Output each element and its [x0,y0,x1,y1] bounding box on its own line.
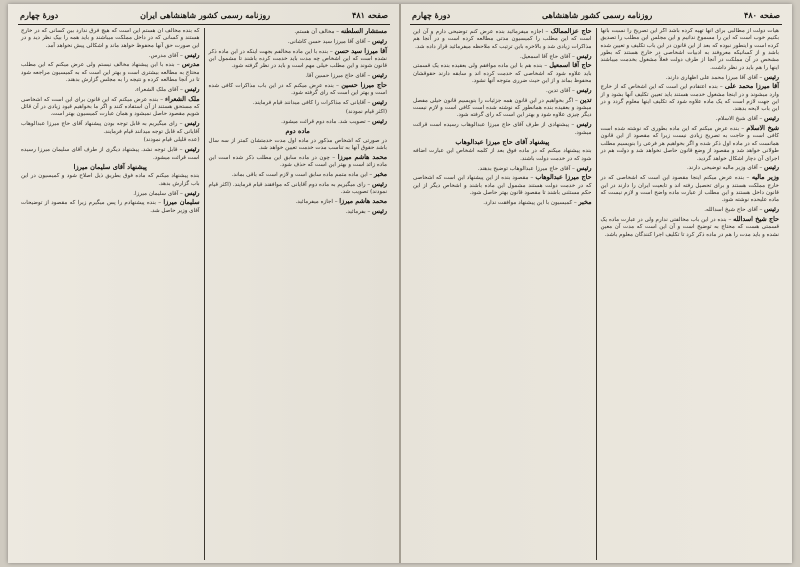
speech-paragraph [601,164,780,172]
page-right [400,4,792,563]
speech-paragraph [209,28,388,36]
page-number: صفحه ۴۸۰ [744,10,780,20]
text-paragraph [21,173,200,188]
paragraph-text: بنده اعتقادم این است که این اشخاص که از خارج وارد میشوند و در اینجا مشغول خدمت هستند باید تعیین تکلیف آنها بشود و از این جهت لازم است که یک ماده علاوه شود که تکلیف اینها معلوم گردد و در این باب لایحه بدهند. [600,84,779,113]
section-heading: ماده دوم [285,127,310,136]
paragraph-text: بنده عرض میکنم اینجا مقصود این است که اشخاصی که در خارج مملکت هستند و برای تحصیل رفته اند و تابعیت ایران را دارند در این قانون داخل هستند و این مطلب از عبارت ماده واضح است و لازم نیست که ماده علیحده نوشته شود. [600,175,779,204]
speech-paragraph [209,72,388,80]
speech-paragraph [209,118,388,126]
speaker-separator: – [332,199,340,206]
paragraph-text: آقای شیخ الاسلام. [715,116,758,123]
speaker-separator: – [365,208,373,215]
text-paragraph [413,148,592,163]
paragraph-text: (عده قلیلی قیام نمودند) [143,137,200,144]
speaker-separator: – [365,181,373,188]
section-heading: پیشنهاد آقای سلیمان میرزا [73,163,147,171]
speaker-name: شیخ الاسلام [746,124,780,133]
speech-paragraph [209,82,388,98]
paragraph-text: بنده عرض میکنم که در این باب مذاکرات کافی شده است و بهتر این است که رای گرفته شود. [208,83,387,97]
speaker-separator: – [177,121,185,128]
text-column [598,28,783,560]
paragraph-text: آقای حاج میرزا حسین آقا. [305,73,366,80]
speaker-name: حاج عزالممالک [550,28,592,35]
paragraph-text: مقصود بنده از این پیشنهاد این است که اشخاصی که در خدمت دولت هستند مشمول این ماده باشند و اشخاص دیگر از این حکم مستثنی باشند تا مقصود قانون بهتر حاصل شود. [413,175,592,197]
speaker-separator: – [178,52,185,59]
page-left [8,4,400,563]
paragraph-text: بنده با این پیشنهاد مخالف نیستم ولی عرض میکنم که این مطلب محتاج به مطالعه بیشتری است و بهتر این است که به کمیسیون مراجعه شود تا در آنجا مطالعه کرده و نتیجه را به مجلس گزارش بدهند. [21,62,200,84]
paragraph-text: بنده در این باب مخالفتی ندارم ولی در عبارت ماده یک قسمتی هست که محتاج به توضیح است و آن این است که مدت آن معین نشده و باید مدت را هم در ماده ذکر کرد تا تکلیف اجرا کنندگان معلوم باشد. [600,216,779,238]
speaker-name: رئیس [372,98,387,107]
speaker-name: رئیس [372,206,387,215]
speech-paragraph [413,174,592,197]
paragraph-text: بنده پیشنهادم را پس میگیرم زیرا که مقصود از توضیحات آقای وزیر حاصل شد. [21,200,200,214]
page-gutter [399,4,401,563]
speech-paragraph [601,206,780,214]
paragraph-text: آقای آقا میرزا سید حسن کاشانی. [287,38,366,45]
paragraph-text: در صورتی که اشخاص مذکور در ماده اول مدت خدمتشان کمتر از سه سال باشد حقوق آنها به تناسب مدت خدمت تعیین خواهد شد. [208,137,387,151]
speaker-separator: – [365,118,373,125]
speaker-separator: – [334,29,341,35]
text-column [206,28,391,560]
paragraph-text: بنده عرض میکنم که این قانون برای این است که اشخاصی که مستحق هستند از آن استفاده کنند و اگر ما بخواهیم قیود زیادی در آن قائل شویم مقصود حاصل نمیشود و همان عبارت کمیسیون بهتر است. [21,96,200,118]
speech-paragraph [413,165,592,173]
speaker-separator: – [570,53,577,60]
speaker-separator: – [757,207,765,214]
speech-paragraph [601,83,780,113]
paragraph-text: آقای حاج شیخ اسدالله. [704,207,758,214]
text-column [410,28,595,560]
speaker-separator: – [328,48,335,55]
speaker-name: رئیس [576,51,592,60]
paragraph-text: تصویب شد. ماده دوم قرائت میشود. [281,118,366,125]
speaker-separator: – [739,126,747,133]
speaker-separator: – [569,122,577,129]
paragraph-text: آقای مدرس. [148,52,179,59]
speech-paragraph [601,174,780,204]
speaker-separator: – [158,96,166,103]
speaker-name: آقا میرزا محمد علی [724,82,780,91]
text-paragraph [209,109,388,116]
speaker-name: ملک الشعراء [165,94,200,103]
speaker-separator: – [329,154,338,161]
paragraph-text: رای میگیریم به قابل توجه بودن پیشنهاد آقای حاج میرزا عبدالوهاب آقایانی که قابل توجه میدانند قیام فرمایند. [21,121,200,135]
speaker-name: محمد هاشم میرزا [337,152,387,161]
speaker-separator: – [174,62,182,69]
column-rule [204,28,205,560]
speech-paragraph [21,52,200,60]
speaker-name: مخبر [373,170,387,178]
speaker-separator: – [572,199,579,206]
speaker-name: محمد هاشم میرزا [339,197,387,206]
page-header [410,8,782,25]
speaker-name: رئیس [184,84,200,93]
speaker-separator: – [726,216,734,223]
speaker-name: رئیس [764,72,779,81]
speaker-name: رئیس [576,120,592,129]
speaker-separator: – [365,38,373,45]
newspaper-title: روزنامه رسمی کشور شاهنشاهی [541,10,653,20]
speaker-separator: – [757,116,765,123]
text-column [18,28,203,560]
speaker-separator: – [365,73,373,80]
speech-paragraph [21,146,200,162]
speaker-separator: – [367,172,374,178]
paragraph-text: چون در ماده سابق این مطلب ذکر شده است این ماده زائد است و بهتر این است که حذف شود. [208,154,387,169]
paragraph-text: آقای ملک الشعراء. [134,86,179,93]
speech-paragraph [601,74,780,82]
speaker-separator: – [573,97,580,104]
speaker-name: سلیمان میرزا [163,198,200,207]
speech-paragraph [209,181,388,197]
speech-paragraph [413,53,592,61]
speaker-separator: – [717,84,725,91]
speech-paragraph [209,99,388,107]
paragraph-text: (اکثر قیام نمودند) [345,109,387,116]
speaker-name: رئیس [576,85,592,94]
speech-paragraph [21,96,200,119]
speech-paragraph [21,61,200,84]
speech-paragraph [413,121,592,137]
speaker-name: تدین [579,95,592,104]
paragraph-text: این ماده متمم ماده سابق است و لازم است که باقی بماند. [231,172,368,178]
paragraph-text: آقای حاج میرزا عبدالوهاب توضیح بدهند. [477,165,571,172]
speech-paragraph [21,120,200,136]
speaker-separator: – [365,100,373,107]
paragraph-text: اگر بخواهیم در این قانون همه جزئیات را بنویسیم قانون خیلی مفصل میشود و بعقیده بنده همانطور که نوشته شده است کافی است و لازم نیست دیگر چیزی علاوه شود و بهتر این است که رای گرفته شود. [413,97,592,119]
speech-paragraph [21,86,200,94]
speaker-name: مخبر [578,197,592,206]
speaker-name: حاج آقا اسمعیل [549,61,592,70]
paragraph-text: بنده با این ماده مخالفم بجهت اینکه در این ماده ذکر نشده است که این اشخاص چه مدت باید خدمت کرده باشند تا مشمول این قانون شوند و این مطلب خیلی مهم است و باید در نظر گرفته شود. [208,48,387,70]
section-heading: پیشنهاد آقای حاج میرزا عبدالوهاب [455,137,550,146]
speaker-separator: – [333,83,342,90]
speaker-name: رئیس [764,205,779,214]
speaker-separator: – [155,200,164,207]
speech-paragraph [413,199,592,207]
period-label: دورهٔ چهارم [412,10,451,20]
speaker-separator: – [528,175,536,182]
speaker-name: حاج شیخ اسدالله [733,214,779,223]
speaker-separator: – [543,29,551,35]
speaker-name: رئیس [576,163,592,172]
speaker-name: رئیس [184,145,200,154]
speaker-name: رئیس [372,179,387,188]
speaker-name: وزیر مالیه [751,173,779,182]
speech-paragraph [413,87,592,95]
speech-paragraph [413,28,592,51]
paragraph-text: آقایانی که مذاکرات را کافی میدانند قیام فرمایند. [252,100,366,107]
speaker-name: حاج میرزا حسین [341,81,387,90]
speaker-name: رئیس [764,114,779,123]
paragraph-text: بنده عرض میکنم که این ماده بطوری که نوشته شده است کافی است و حاجت به تصریح زیادی نیست زیرا که مقصود از این قانون همانست که در ماده اول ذکر شده و اگر بخواهیم هر فرعی را بنویسیم مطلب طولانی خواهد شد و مقصود از وضع قانون حاصل نخواهد شد و دولت هم در اجرای آن دچار اشکال خواهد گردید. [600,126,779,162]
paragraph-text: بنده پیشنهاد میکنم که در ماده فوق بعد از کلمه اشخاص این عبارت اضافه شود که در خدمت دولت باشند. [413,148,592,162]
paragraph-text: هیات دولت از مطالبی برای آنها تهیه کرده باشد اگر این تصریح را نسبت بانها بکنیم خوب است که این را مسموع ندانیم و این مجلس این مطلب را تصدیق کرده است و اینطور نبوده که بعد از این قانون در این باب تکلیف و تعیین شده باشد و از کسانیکه معروفند به ادبیات اشخاصی در خارج هستند که بطور مشخص در آن مملکت در آنجا از طرف دولت فعلاً مشغول بخدمت میباشند اینها را هم باید در نظر داشت. [600,28,779,71]
speech-paragraph [601,115,780,123]
speaker-separator: – [744,175,752,182]
page-header [18,8,390,25]
speaker-name: رئیس [764,163,779,172]
paragraph-text: کمیسیون با این پیشنهاد موافقت ندارد. [483,199,573,206]
paragraph-text: که بنده مخالف آن هستم این است که هیچ فرق ندارد بین کسانی که در خارج هستند و کسانی که در داخل مملکت میباشند و باید همه را بیک نظر دید و در این صورت حق آنها محفوظ خواهد ماند و اشکالی پیش نخواهد آمد. [21,28,200,49]
paragraph-text: قابل توجه نشد. پیشنهاد دیگری از طرف آقای سلیمان میرزا رسیده است قرائت میشود. [21,147,200,161]
speaker-separator: – [177,147,185,154]
speaker-separator: – [570,165,577,172]
speaker-name: رئیس [184,188,200,197]
speaker-name: رئیس [372,116,387,125]
text-paragraph [21,137,200,144]
speech-paragraph [413,97,592,120]
paragraph-text: آقای سلیمان میرزا. [133,190,179,197]
paragraph-text: آقای وزیر مالیه توضیحی دارند. [686,165,758,172]
speech-paragraph [209,208,388,216]
paragraph-text: پیشنهادی از طرف آقای حاج میرزا عبدالوهاب رسیده است قرائت میشود. [413,122,592,136]
column-rule [596,28,597,560]
text-paragraph [21,28,200,50]
speaker-name: رئیس [184,119,200,128]
paragraph-text: آقای آقا میرزا محمد علی اظهاری دارند. [665,74,758,81]
speaker-name: آقا میرزا سید حسن [334,46,387,55]
paragraph-text: اجازه میفرمائید. [295,199,333,206]
speech-paragraph [601,216,780,239]
speaker-name: مستشار السلطنه [340,28,387,35]
speech-paragraph [209,48,388,71]
newspaper-title: روزنامه رسمی کشور شاهنشاهی ایران [140,10,271,20]
speaker-separator: – [178,190,185,197]
speaker-separator: – [178,86,185,93]
paragraph-text: اجازه میفرمائید بنده عرض کنم توضیحی دارم و آن این است که این مطلب را کمیسیون مدتی مطالعه کرده است و در آنجا هم مذاکرات زیادی شد و بالاخره باین ترتیب که ملاحظه میفرمائید قرار داده شد. [413,29,592,50]
speech-paragraph [601,125,780,163]
speaker-separator: – [542,63,550,70]
speaker-name: رئیس [184,50,200,59]
speech-paragraph [21,190,200,198]
page-number: صفحه ۴۸۱ [352,10,388,20]
paragraph-text: مخالف آن هستم. [294,29,335,35]
speech-paragraph [413,62,592,85]
period-label: دورهٔ چهارم [20,10,59,20]
speaker-name: رئیس [372,71,387,80]
speaker-name: مدرس [181,60,200,69]
speech-paragraph [209,38,388,46]
speaker-name: حاج میرزا عبدالوهاب [535,173,592,182]
newspaper-spread [8,4,792,563]
speech-paragraph [209,171,388,179]
text-paragraph [601,28,780,72]
speaker-name: رئیس [372,36,387,45]
speech-paragraph [21,199,200,215]
speaker-separator: – [570,87,577,94]
speech-paragraph [209,198,388,206]
speaker-separator: – [757,165,765,172]
paragraph-text: آقای تدین. [546,87,571,94]
speech-paragraph [209,154,388,170]
paragraph-text: رای میگیریم به ماده دوم آقایانی که موافقند قیام فرمایند. (اکثر قیام نمودند) تصویب شد. [208,181,387,196]
paragraph-text: بنده پیشنهاد میکنم که ماده فوق بطریق ذیل اصلاح شود و کمیسیون در این باب گزارش بدهد. [21,173,200,187]
text-paragraph [209,138,388,153]
speaker-separator: – [757,74,765,81]
paragraph-text: بنده هم با این ماده موافقم ولی بعقیده بنده یک قسمتی باید علاوه شود که اشخاصی که خدمت کرده اند و سابقه دارند حقوقشان محفوظ بماند و از این حیث ضرری متوجه آنها نشود. [413,63,592,85]
paragraph-text: بفرمائید. [345,208,366,215]
paragraph-text: آقای حاج آقا اسمعیل. [519,53,571,60]
